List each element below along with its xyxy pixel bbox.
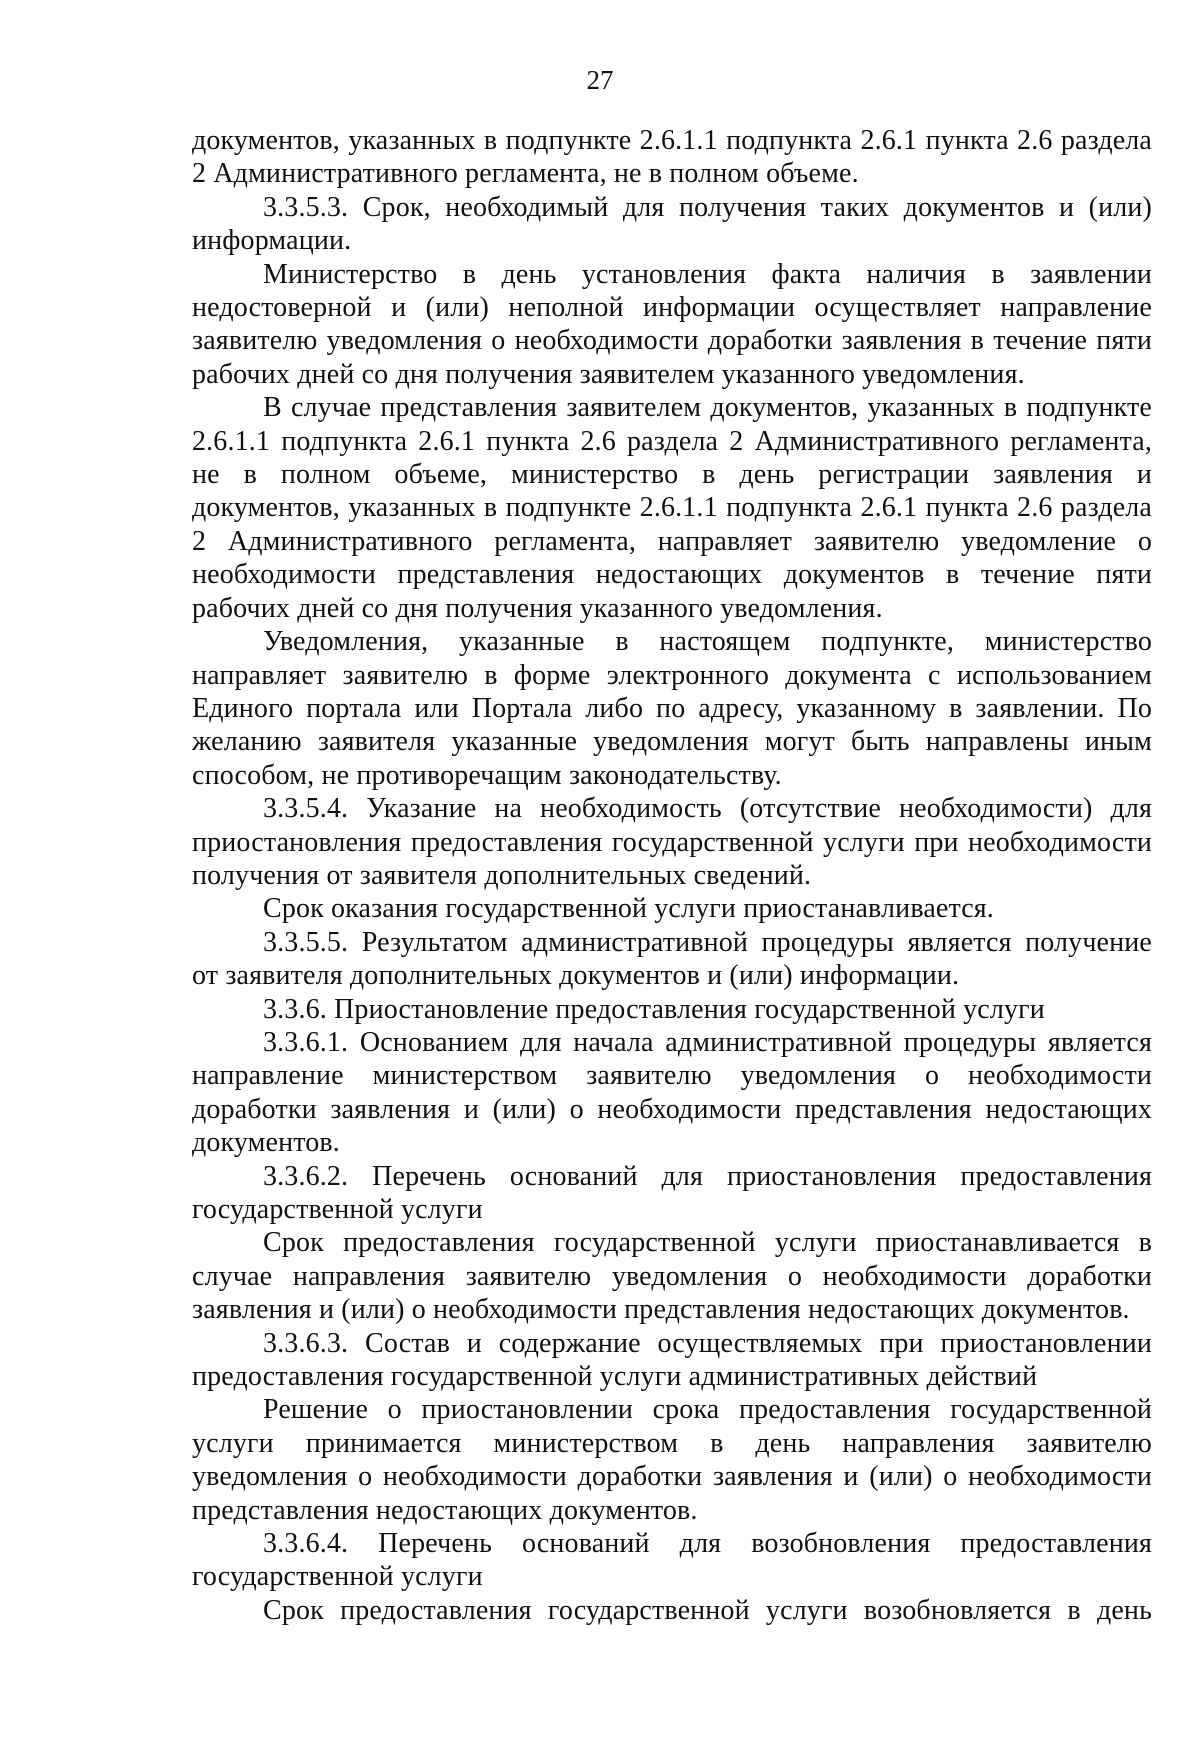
paragraph-3-3-5-5: 3.3.5.5. Результатом административной процедуры является получение от заявителя дополнительных документов и (или) информации. (192, 926, 1152, 992)
paragraph: Решение о приостановлении срока предоставления государственной услуги принимается министерством в день направления заявителю уведомления о необходимости доработки заявления и (или) о необходимости представления недостающих документов. (192, 1394, 1152, 1526)
paragraph: Уведомления, указанные в настоящем подпункте, министерство направляет заявителю в форме электронного документа с использованием Единого портала или Портала либо по адресу, указанному в заявлении. По желанию заявителя указанные уведомления могут быть направлены иным способом, не противоречащим законодательству. (192, 626, 1152, 791)
paragraph-3-3-6-1: 3.3.6.1. Основанием для начала административной процедуры является направление министерством заявителю уведомления о необходимости доработки заявления и (или) о необходимости представления недостающих документов. (192, 1026, 1152, 1159)
paragraph-3-3-6-2: 3.3.6.2. Перечень оснований для приостановления предоставления государственной услуги (192, 1160, 1152, 1225)
paragraph-truncated: Срок предоставления государственной услуги возобновляется в день (263, 1594, 1152, 1626)
paragraph-continued: документов, указанных в подпункте 2.6.1.1 подпункта 2.6.1 пункта 2.6 раздела 2 Административного регламента, не в полном объеме. (192, 125, 1152, 190)
paragraph-3-3-5-4: 3.3.5.4. Указание на необходимость (отсутствие необходимости) для приостановления предоставления государственной услуги при необходимости получения от заявителя дополнительных сведений. (192, 793, 1152, 891)
page-number: 27 (586, 65, 614, 95)
paragraph: Министерство в день установления факта наличия в заявлении недостоверной и (или) неполной информации осуществляет направление заявителю уведомления о необходимости доработки заявления в течение пяти рабочих дней со дня получения заявителем указанного уведомления. (192, 258, 1152, 390)
section-heading-3-3-6: 3.3.6. Приостановление предоставления государственной услуги (263, 993, 1045, 1025)
paragraph: Срок оказания государственной услуги приостанавливается. (263, 893, 994, 925)
paragraph: В случае представления заявителем документов, указанных в подпункте 2.6.1.1 подпункта 2.6.1 пункта 2.6 раздела 2 Административного регламента, не в полном объеме, министерство в день регистрации заявления и документов, указанных в подпункте 2.6.1.1 подпункта 2.6.1 пункта 2.6 раздела 2 Административного регламента, направляет заявителю уведомление о необходимости представления недостающих документов в течение пяти рабочих дней со дня получения указанного уведомления. (192, 392, 1152, 624)
paragraph-3-3-6-3: 3.3.6.3. Состав и содержание осуществляемых при приостановлении предоставления государственной услуги административных действий (192, 1327, 1152, 1393)
document-body (192, 124, 1152, 1627)
paragraph: Срок предоставления государственной услуги приостанавливается в случае направления заявителю уведомления о необходимости доработки заявления и (или) о необходимости представления недостающих документов. (192, 1227, 1152, 1326)
paragraph-3-3-6-4: 3.3.6.4. Перечень оснований для возобновления предоставления государственной услуги (192, 1528, 1152, 1593)
paragraph-3-3-5-3: 3.3.5.3. Срок, необходимый для получения таких документов и (или) информации. (192, 191, 1152, 257)
